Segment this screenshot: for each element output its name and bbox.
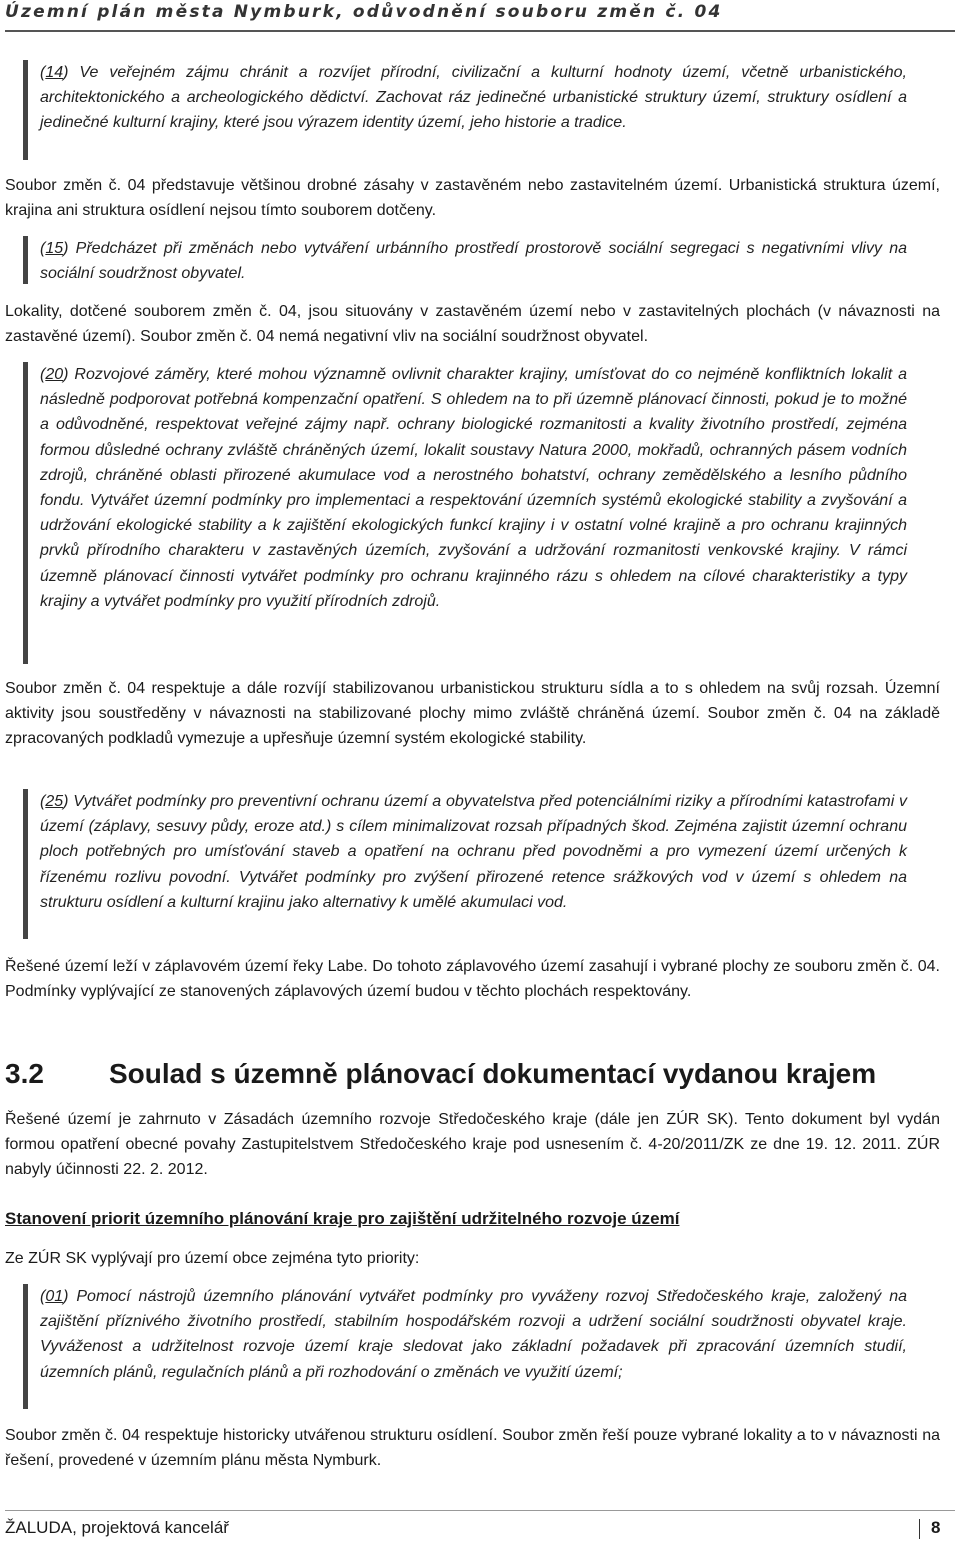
priority-text: Vytvářet podmínky pro preventivní ochranu území a obyvatelstva před potenciálními riziky a přírodními katastrofami v území (záplavy, sesuvy půdy, eroze atd.) s cílem minimalizovat rozsah případných škod. Zejména zajistit územní ochranu ploch potřebných pro umísťování staveb a opatření na ochranu před povodněmi a pro vymezení území určených k řízenému rozlivu povodní. Vytvářet podmínky pro zvýšení přirozené retence srážkových vod v území s ohledem na strukturu osídlení a kulturní krajinu jako alternativy k umělé akumulaci vod. bbox=[40, 793, 907, 911]
paragraph: Soubor změn č. 04 představuje většinou drobné zásahy v zastavěném nebo zastavitelném území. Urbanistická struktura území, krajina ani struktura osídlení nejsou tímto souborem dotčeny. bbox=[5, 177, 940, 220]
quote-bar bbox=[23, 236, 28, 284]
priority-01: (01) Pomocí nástrojů územního plánování vytvářet podmínky pro vyváženy rozvoj Středočeského kraje, založený na zajištění příznivého životního prostředí, stabilním hospodářském rozvoji a udržení sociální soudržnosti obyvatel kraje. Vyváženost a udržitelnost rozvoje území kraje sledovat jako základní požadavek při zpracování územních studií, územních plánů, regulačních plánů a při rozhodování o změnách ve využití území; bbox=[40, 1288, 907, 1381]
page-header: Územní plán města Nymburk, odůvodnění souboru změn č. 04 bbox=[5, 2, 723, 22]
header-rule bbox=[5, 30, 955, 32]
paragraph: Lokality, dotčené souborem změn č. 04, jsou situovány v zastavěném území nebo v zastavitelných plochách (v návaznosti na zastavěné území). Soubor změn č. 04 nemá negativní vliv na sociální soudržnost obyvatel. bbox=[5, 303, 940, 346]
priority-number: 15 bbox=[45, 240, 64, 257]
quote-bar bbox=[23, 362, 28, 664]
quote-bar bbox=[23, 1284, 28, 1409]
priority-number: 20 bbox=[45, 366, 64, 383]
paragraph: Řešené území je zahrnuto v Zásadách územního rozvoje Středočeského kraje (dále jen ZÚR SK). Tento dokument byl vydán formou opatření obecné povahy Zastupitelstvem Středočeského kraje pod usnesením č. 4-20/2011/ZK ze dne 19. 12. 2011. ZÚR nabyly účinnosti 22. 2. 2012. bbox=[5, 1111, 940, 1179]
section-heading bbox=[5, 1058, 876, 1090]
footer-rule bbox=[5, 1510, 955, 1511]
quote-bar bbox=[23, 789, 28, 939]
priority-number: 14 bbox=[45, 64, 64, 81]
priority-number: 25 bbox=[45, 793, 64, 810]
quote-bar bbox=[23, 60, 28, 160]
paragraph: Ze ZÚR SK vyplývají pro území obce zejména tyto priority: bbox=[5, 1250, 420, 1267]
section-title: Soulad s územně plánovací dokumentací vydanou krajem bbox=[109, 1058, 877, 1089]
priority-text: Předcházet při změnách nebo vytváření urbánního prostředí prostorově sociální segregaci s negativními vlivy na sociální soudržnost obyvatel. bbox=[40, 240, 907, 283]
paragraph: Soubor změn č. 04 respektuje historicky utvářenou strukturu osídlení. Soubor změn řeší pouze vybrané lokality a to v návaznosti na řešení, provedené v územním plánu města Nymburk. bbox=[5, 1427, 940, 1470]
priority-15: (15) Předcházet při změnách nebo vytváření urbánního prostředí prostorově sociální segregaci s negativními vlivy na sociální soudržnost obyvatel. bbox=[40, 240, 907, 283]
footer-company: ŽALUDA, projektová kancelář bbox=[5, 1518, 229, 1537]
paragraph: Soubor změn č. 04 respektuje a dále rozvíjí stabilizovanou urbanistickou strukturu sídla a to s ohledem na svůj rozsah. Územní aktivity jsou soustředěny v návaznosti na stabilizované plochy mimo zvláště chráněná území. Soubor změn č. 04 na základě zpracovaných podkladů vymezuje a upřesňuje územní systém ekologické stability. bbox=[5, 680, 940, 748]
section-number: 3.2 bbox=[5, 1058, 44, 1089]
priority-20: (20) Rozvojové záměry, které mohou významně ovlivnit charakter krajiny, umísťovat do co nejméně konfliktních lokalit a následně podporovat potřebná kompenzační opatření. S ohledem na to při územně plánovací činnosti, pokud je to možné a odůvodněné, respektovat veřejné zájmy např. ochrany biologické rozmanitosti a kvality životního prostředí, zejména formou důsledné ochrany zvláště chráněných území, lokalit soustavy Natura 2000, mokřadů, ochranných pásem vodních zdrojů, chráněné oblasti přirozené akumulace vod a nerostného bohatství, ochrany zemědělského a lesního půdního fondu. Vytvářet územní podmínky pro implementaci a respektování územních systémů ekologické stability a zvyšování a udržování ekologické stability a k zajištění ekologických funkcí krajiny i v ostatní volné krajině a pro ochranu krajinných prvků přírodního charakteru v zastavěných územích, zvyšování a udržování rozmanitosti venkovské krajiny. V rámci územně plánovací činnosti vytvářet podmínky pro ochranu krajinného rázu s ohledem na cílové charakteristiky a typy krajiny a vytvářet podmínky pro využití přírodních zdrojů. bbox=[40, 366, 907, 610]
priority-text: Pomocí nástrojů územního plánování vytvářet podmínky pro vyváženy rozvoj Středočeského kraje, založený na zajištění příznivého životního prostředí, stabilním hospodářském rozvoji a udržení sociální soudržnosti obyvatel kraje. Vyváženost a udržitelnost rozvoje území kraje sledovat jako základní požadavek při zpracování územních studií, územních plánů, regulačních plánů a při rozhodování o změnách ve využití území; bbox=[40, 1288, 907, 1381]
priority-number: 01 bbox=[45, 1288, 64, 1305]
priority-text: Rozvojové záměry, které mohou významně ovlivnit charakter krajiny, umísťovat do co nejméně konfliktních lokalit a následně podporovat potřebná kompenzační opatření. S ohledem na to při územně plánovací činnosti, pokud je to možné a odůvodněné, respektovat veřejné zájmy např. ochrany biologické rozmanitosti a kvality životního prostředí, zejména formou důsledné ochrany zvláště chráněných území, lokalit soustavy Natura 2000, mokřadů, ochranných pásem vodních zdrojů, chráněné oblasti přirozené akumulace vod a nerostného bohatství, ochrany zemědělského a lesního půdního fondu. Vytvářet územní podmínky pro implementaci a respektování územních systémů ekologické stability a zvyšování a udržování ekologické stability a k zajištění ekologických funkcí krajiny i v ostatní volné krajině a pro ochranu krajinných prvků přírodního charakteru v zastavěných územích, zvyšování a udržování rozmanitosti venkovské krajiny. V rámci územně plánovací činnosti vytvářet podmínky pro ochranu krajinného rázu s ohledem na cílové charakteristiky a typy krajiny a vytvářet podmínky pro využití přírodních zdrojů. bbox=[40, 366, 907, 610]
subheading: Stanovení priorit územního plánování kraje pro zajištění udržitelného rozvoje území bbox=[5, 1209, 680, 1228]
priority-25: (25) Vytvářet podmínky pro preventivní ochranu území a obyvatelstva před potenciálními riziky a přírodními katastrofami v území (záplavy, sesuvy půdy, eroze atd.) s cílem minimalizovat rozsah případných škod. Zejména zajistit územní ochranu ploch potřebných pro umísťování staveb a opatření na ochranu před povodněmi a pro vymezení území určených k řízenému rozlivu povodní. Vytvářet podmínky pro zvýšení přirozené retence srážkových vod v území s ohledem na strukturu osídlení a kulturní krajinu jako alternativy k umělé akumulaci vod. bbox=[40, 793, 907, 911]
priority-14: (14) Ve veřejném zájmu chránit a rozvíjet přírodní, civilizační a kulturní hodnoty území, včetně urbanistického, architektonického a archeologického dědictví. Zachovat ráz jedinečné urbanistické struktury území, struktury osídlení a jedinečné kulturní krajiny, které jsou výrazem identity území, jeho historie a tradice. bbox=[40, 64, 907, 132]
page-number: 8 bbox=[931, 1518, 941, 1537]
priority-text: Ve veřejném zájmu chránit a rozvíjet přírodní, civilizační a kulturní hodnoty území, včetně urbanistického, architektonického a archeologického dědictví. Zachovat ráz jedinečné urbanistické struktury území, struktury osídlení a jedinečné kulturní krajiny, které jsou výrazem identity území, jeho historie a tradice. bbox=[40, 64, 907, 132]
footer-separator bbox=[919, 1519, 920, 1539]
paragraph: Řešené území leží v záplavovém území řeky Labe. Do tohoto záplavového území zasahují i vybrané plochy ze souboru změn č. 04. Podmínky vyplývající ze stanovených záplavových území budou v těchto plochách respektovány. bbox=[5, 958, 940, 1001]
